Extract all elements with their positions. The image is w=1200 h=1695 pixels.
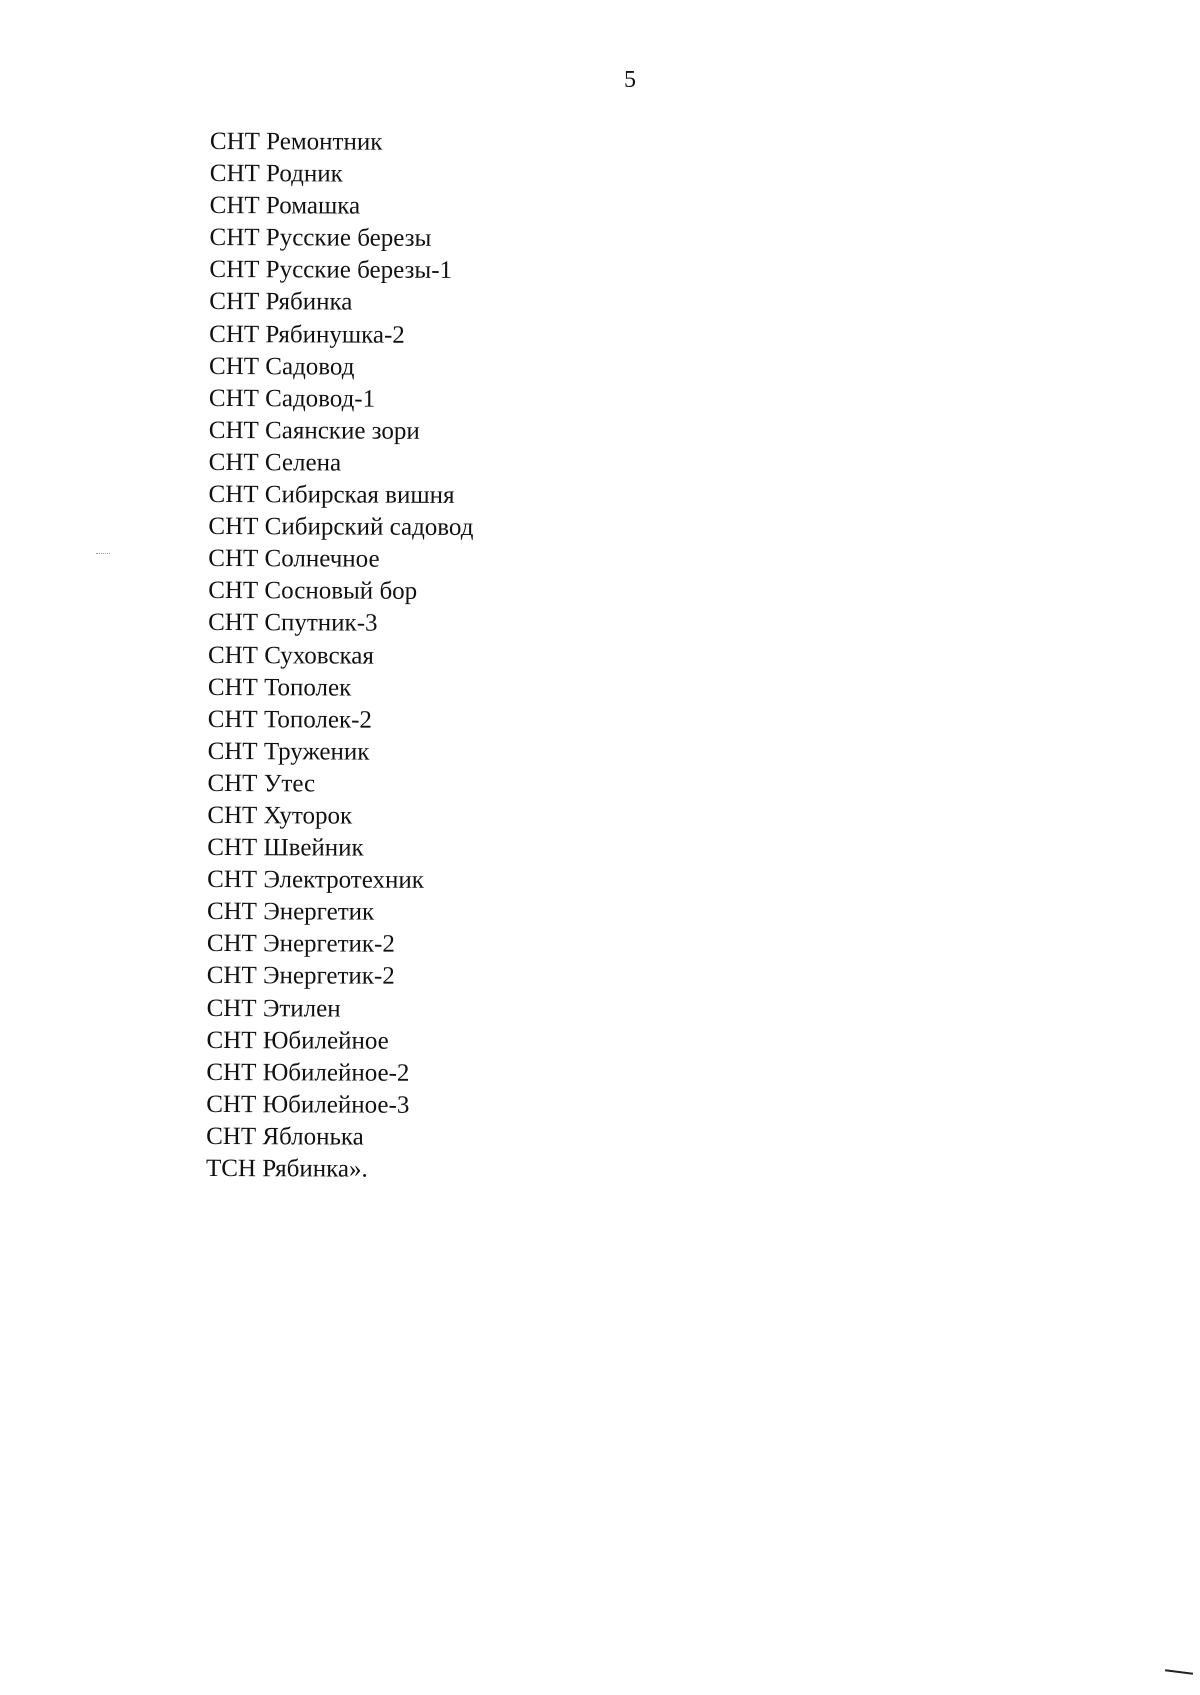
list-item: СНТ Тополек	[207, 673, 352, 702]
list-item: ТСН Рябинка».	[205, 1154, 368, 1183]
list-item: СНТ Энергетик	[206, 898, 375, 926]
list-item: СНТ Энергетик-2	[206, 962, 395, 991]
list-item: СНТ Суховская	[207, 641, 374, 670]
list-item: СНТ Труженик	[207, 737, 370, 766]
list-item: СНТ Спутник-3	[208, 609, 378, 638]
list-item: СНТ Русские березы	[209, 224, 432, 253]
list-item: СНТ Юбилейное-2	[206, 1058, 410, 1087]
list-item: СНТ Яблонька	[206, 1122, 364, 1151]
list-item: СНТ Сибирский садовод	[208, 513, 474, 542]
list-item: СНТ Солнечное	[208, 545, 380, 573]
list-item: СНТ Юбилейное-3	[206, 1090, 410, 1119]
list-item: СНТ Энергетик-2	[206, 930, 395, 959]
list-item: СНТ Родник	[209, 160, 343, 188]
list-item: СНТ Хуторок	[207, 801, 353, 830]
list-item: СНТ Ремонтник	[209, 127, 383, 156]
scan-dash-mark	[1165, 1669, 1193, 1674]
organization-list	[206, 126, 475, 1186]
list-item: СНТ Ромашка	[209, 192, 361, 220]
list-item: СНТ Селена	[208, 448, 342, 477]
list-item: СНТ Юбилейное	[206, 1026, 389, 1055]
list-item: СНТ Электротехник	[207, 866, 424, 894]
list-item: СНТ Садовод	[209, 352, 355, 381]
page-number: 5	[624, 67, 636, 93]
list-item: СНТ Утес	[207, 769, 316, 798]
list-item: СНТ Саянские зори	[208, 416, 420, 445]
list-item: СНТ Рябинушка-2	[209, 320, 405, 349]
list-item: СНТ Этилен	[206, 994, 341, 1023]
scan-speck-mark	[96, 553, 110, 556]
list-item: СНТ Сосновый бор	[208, 577, 418, 606]
list-item: СНТ Садовод-1	[208, 384, 376, 413]
list-item: СНТ Сибирская вишня	[208, 481, 455, 509]
list-item: СНТ Рябинка	[209, 288, 353, 317]
list-item: СНТ Швейник	[207, 834, 364, 862]
list-item: СНТ Русские березы-1	[209, 256, 453, 285]
list-item: СНТ Тополек-2	[207, 705, 373, 734]
